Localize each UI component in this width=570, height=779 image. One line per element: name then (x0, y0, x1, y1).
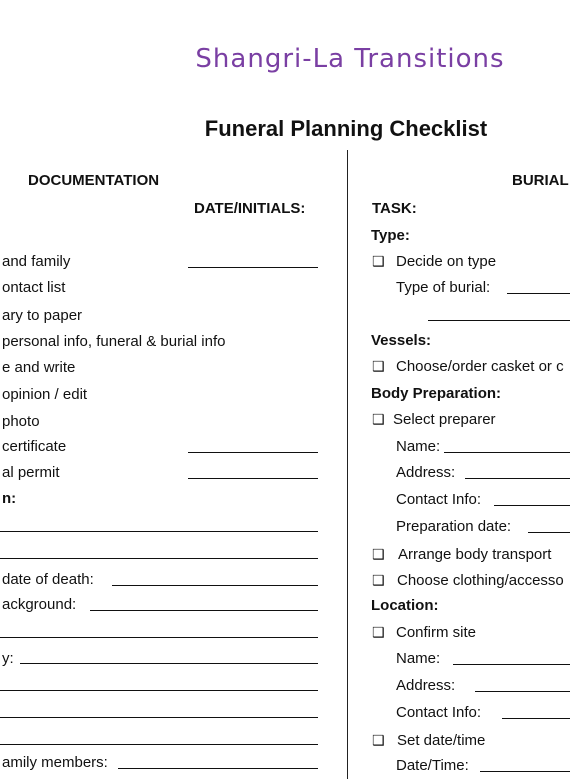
checkbox-icon[interactable]: ❑ (372, 732, 385, 748)
fill-line[interactable] (118, 768, 318, 769)
burial-heading: BURIAL (512, 172, 569, 189)
fill-line[interactable] (502, 718, 570, 719)
list-item: personal info, funeral & burial info (2, 333, 226, 350)
list-item: ontact list (2, 279, 66, 296)
fill-line[interactable] (494, 505, 570, 506)
field-label: Address: (396, 464, 456, 481)
field-label: Contact Info: (396, 491, 482, 508)
fill-line[interactable] (507, 293, 570, 294)
field-label: Address: (396, 677, 456, 694)
subsection-heading: n: (2, 490, 17, 507)
checkbox-icon[interactable]: ❑ (372, 358, 385, 374)
vessels-heading: Vessels: (371, 332, 432, 349)
list-item: ary to paper (2, 307, 83, 324)
task-label: Choose clothing/accesso (397, 572, 564, 589)
documentation-heading: DOCUMENTATION (28, 172, 160, 189)
task-label: Arrange body transport (398, 546, 552, 563)
checkbox-icon[interactable]: ❑ (372, 572, 385, 588)
column-divider (347, 150, 348, 779)
task-label: Decide on type (396, 253, 497, 270)
list-item: photo (2, 413, 40, 430)
field-label: Contact Info: (396, 704, 482, 721)
list-item: amily members: (2, 754, 108, 771)
fill-line[interactable] (480, 771, 570, 772)
brand-logo-text: Shangri-La Transitions (195, 44, 505, 74)
list-item: al permit (2, 464, 60, 481)
location-heading: Location: (371, 597, 439, 614)
fill-line[interactable] (0, 531, 318, 532)
field-label: Date/Time: (396, 757, 469, 774)
date-line[interactable] (188, 452, 318, 453)
fill-line[interactable] (0, 690, 318, 691)
fill-line[interactable] (428, 320, 570, 321)
task-label: Choose/order casket or c (396, 358, 564, 375)
fill-line[interactable] (475, 691, 570, 692)
fill-line[interactable] (444, 452, 570, 453)
fill-line[interactable] (0, 717, 318, 718)
checkbox-icon[interactable]: ❑ (372, 546, 385, 562)
date-line[interactable] (188, 478, 318, 479)
task-label: Confirm site (396, 624, 477, 641)
task-header: TASK: (372, 200, 417, 217)
page-title: Funeral Planning Checklist (204, 116, 488, 141)
fill-line[interactable] (465, 478, 570, 479)
checkbox-icon[interactable]: ❑ (372, 253, 385, 269)
task-label: Set date/time (397, 732, 486, 749)
date-initials-header: DATE/INITIALS: (194, 200, 306, 217)
fill-line[interactable] (0, 558, 318, 559)
date-line[interactable] (188, 267, 318, 268)
checkbox-icon[interactable]: ❑ (372, 411, 385, 427)
type-heading: Type: (371, 227, 410, 244)
list-item: e and write (2, 359, 76, 376)
field-label: Preparation date: (396, 518, 512, 535)
list-item: ackground: (2, 596, 77, 613)
list-item: opinion / edit (2, 386, 88, 403)
list-item: and family (2, 253, 71, 270)
field-label: Type of burial: (396, 279, 491, 296)
fill-line[interactable] (0, 637, 318, 638)
fill-line[interactable] (528, 532, 570, 533)
field-label: Name: (396, 438, 441, 455)
fill-line[interactable] (112, 585, 318, 586)
list-item: y: (2, 650, 14, 667)
list-item: certificate (2, 438, 67, 455)
field-label: Name: (396, 650, 441, 667)
list-item: date of death: (2, 571, 94, 588)
fill-line[interactable] (453, 664, 570, 665)
fill-line[interactable] (0, 744, 318, 745)
checkbox-icon[interactable]: ❑ (372, 624, 385, 640)
task-label: Select preparer (393, 411, 496, 428)
fill-line[interactable] (20, 663, 318, 664)
body-preparation-heading: Body Preparation: (371, 385, 502, 402)
fill-line[interactable] (90, 610, 318, 611)
